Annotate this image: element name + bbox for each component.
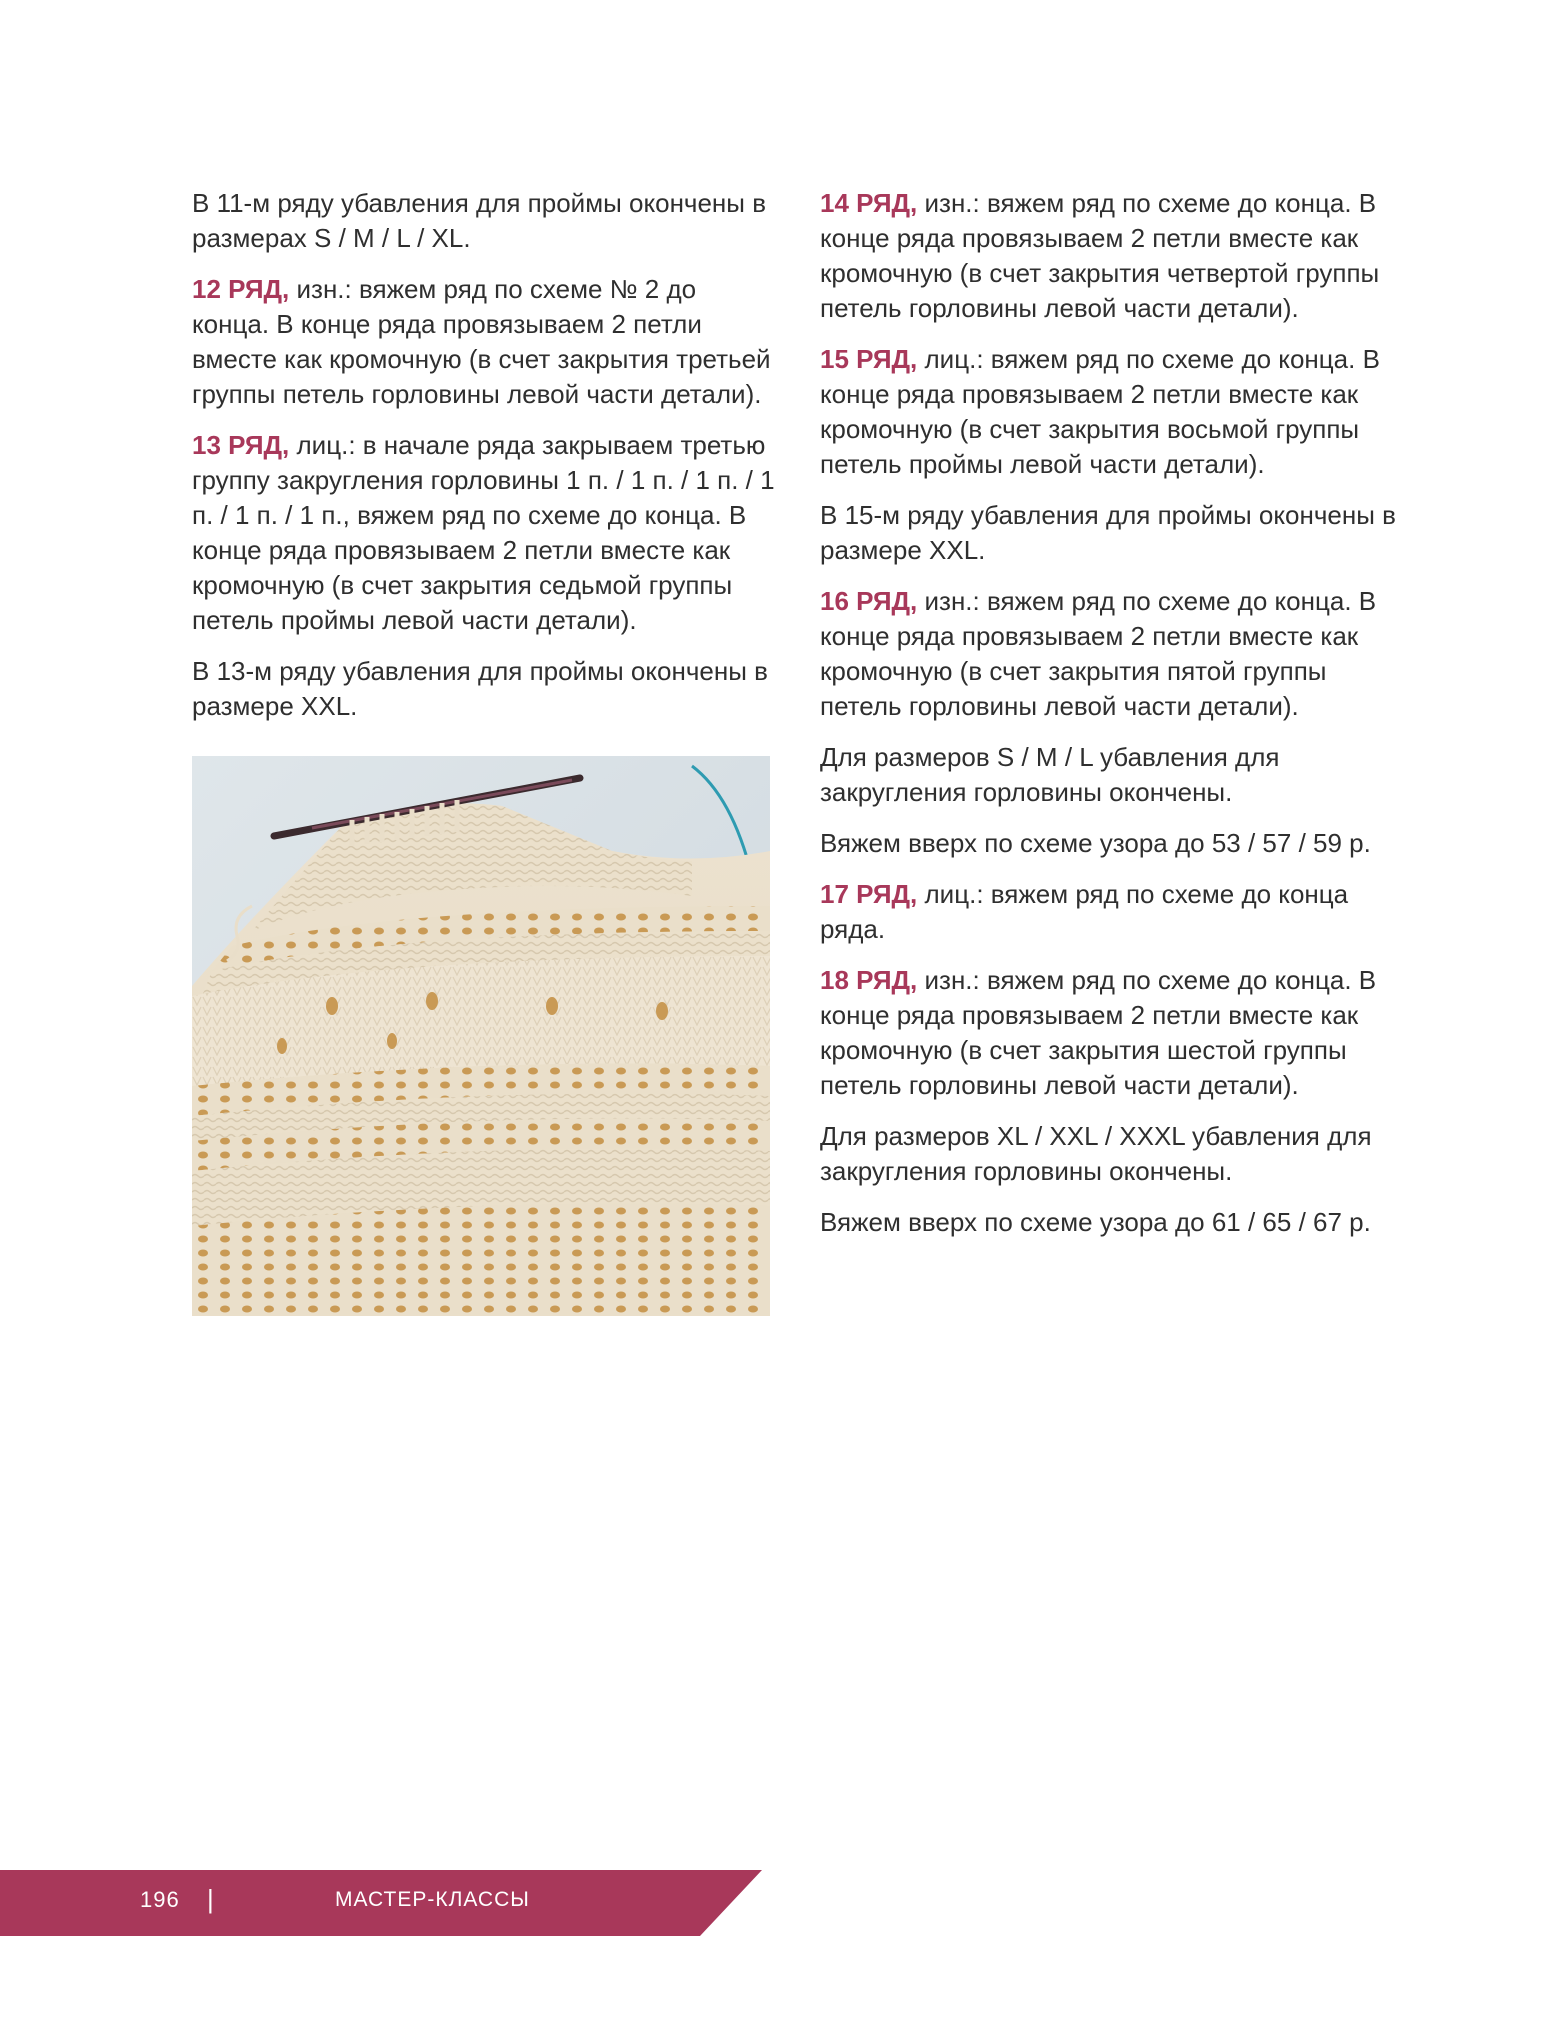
paragraph-row-17 [820,877,1405,947]
right-column [820,186,1405,1256]
paragraph-knit-up-2 [820,1205,1405,1240]
paragraph-size-note-13 [192,654,777,724]
row-label: 12 РЯД, [192,274,290,304]
paragraph-row-13 [192,428,777,638]
row-label: 18 РЯД, [820,965,918,995]
paragraph-text: изн.: вяжем ряд по схеме № 2 до конца. В конце ряда провязываем 2 петли вместе как кромочную (в счет закрытия третьей группы петель горловины левой части детали). [192,274,771,409]
page-number: 196 [140,1887,180,1912]
paragraph-size-note-11 [192,186,777,256]
paragraph-text: Для размеров S / M / L убавления для закругления горловины окончены. [820,742,1280,807]
paragraph-text: изн.: вяжем ряд по схеме до конца. В конце ряда провязываем 2 петли вместе как кромочную (в счет закрытия шестой группы петель горловины левой части детали). [820,965,1377,1100]
paragraph-text: Для размеров XL / XXL / XXXL убавления для закругления горловины окончены. [820,1121,1372,1186]
row-label: 16 РЯД, [820,586,918,616]
paragraph-text: лиц.: вяжем ряд по схеме до конца ряда. [820,879,1349,944]
paragraph-size-note-15 [820,498,1405,568]
paragraph-text: Вяжем вверх по схеме узора до 61 / 65 / 67 р. [820,1207,1371,1237]
row-label: 15 РЯД, [820,344,918,374]
left-column [192,186,777,740]
row-label: 17 РЯД, [820,879,918,909]
page-footer [0,1870,762,1936]
paragraph-text: изн.: вяжем ряд по схеме до конца. В конце ряда провязываем 2 петли вместе как кромочную (в счет закрытия пятой группы петель горловины левой части детали). [820,586,1377,721]
paragraph-text: Вяжем вверх по схеме узора до 53 / 57 / 59 р. [820,828,1371,858]
footer-separator: | [207,1884,214,1914]
paragraph-text: В 15-м ряду убавления для проймы окончены в размере XXL. [820,500,1396,565]
paragraph-text: изн.: вяжем ряд по схеме до конца. В конце ряда провязываем 2 петли вместе как кромочную (в счет закрытия четвертой группы петель горловины левой части детали). [820,188,1380,323]
paragraph-row-15 [820,342,1405,482]
knitting-photo [192,756,770,1316]
section-title: МАСТЕР-КЛАССЫ [335,1888,530,1911]
paragraph-size-note-xl [820,1119,1405,1189]
row-label: 13 РЯД, [192,430,290,460]
paragraph-size-note-sml [820,740,1405,810]
paragraph-text: лиц.: вяжем ряд по схеме до конца. В конце ряда провязываем 2 петли вместе как кромочную (в счет закрытия восьмой группы петель проймы левой части детали). [820,344,1380,479]
paragraph-knit-up-1 [820,826,1405,861]
paragraph-text: В 11-м ряду убавления для проймы окончены в размерах S / M / L / XL. [192,188,767,253]
paragraph-text: лиц.: в начале ряда закрываем третью группу закругления горловины 1 п. / 1 п. / 1 п. / 1 п. / 1 п. / 1 п., вяжем ряд по схеме до конца. В конце ряда провязываем 2 петли вместе как кромочную (в счет закрытия седьмой группы петель проймы левой части детали). [192,430,775,635]
paragraph-row-12 [192,272,777,412]
paragraph-row-18 [820,963,1405,1103]
row-label: 14 РЯД, [820,188,918,218]
paragraph-row-14 [820,186,1405,326]
paragraph-text: В 13-м ряду убавления для проймы окончены в размере XXL. [192,656,768,721]
paragraph-row-16 [820,584,1405,724]
